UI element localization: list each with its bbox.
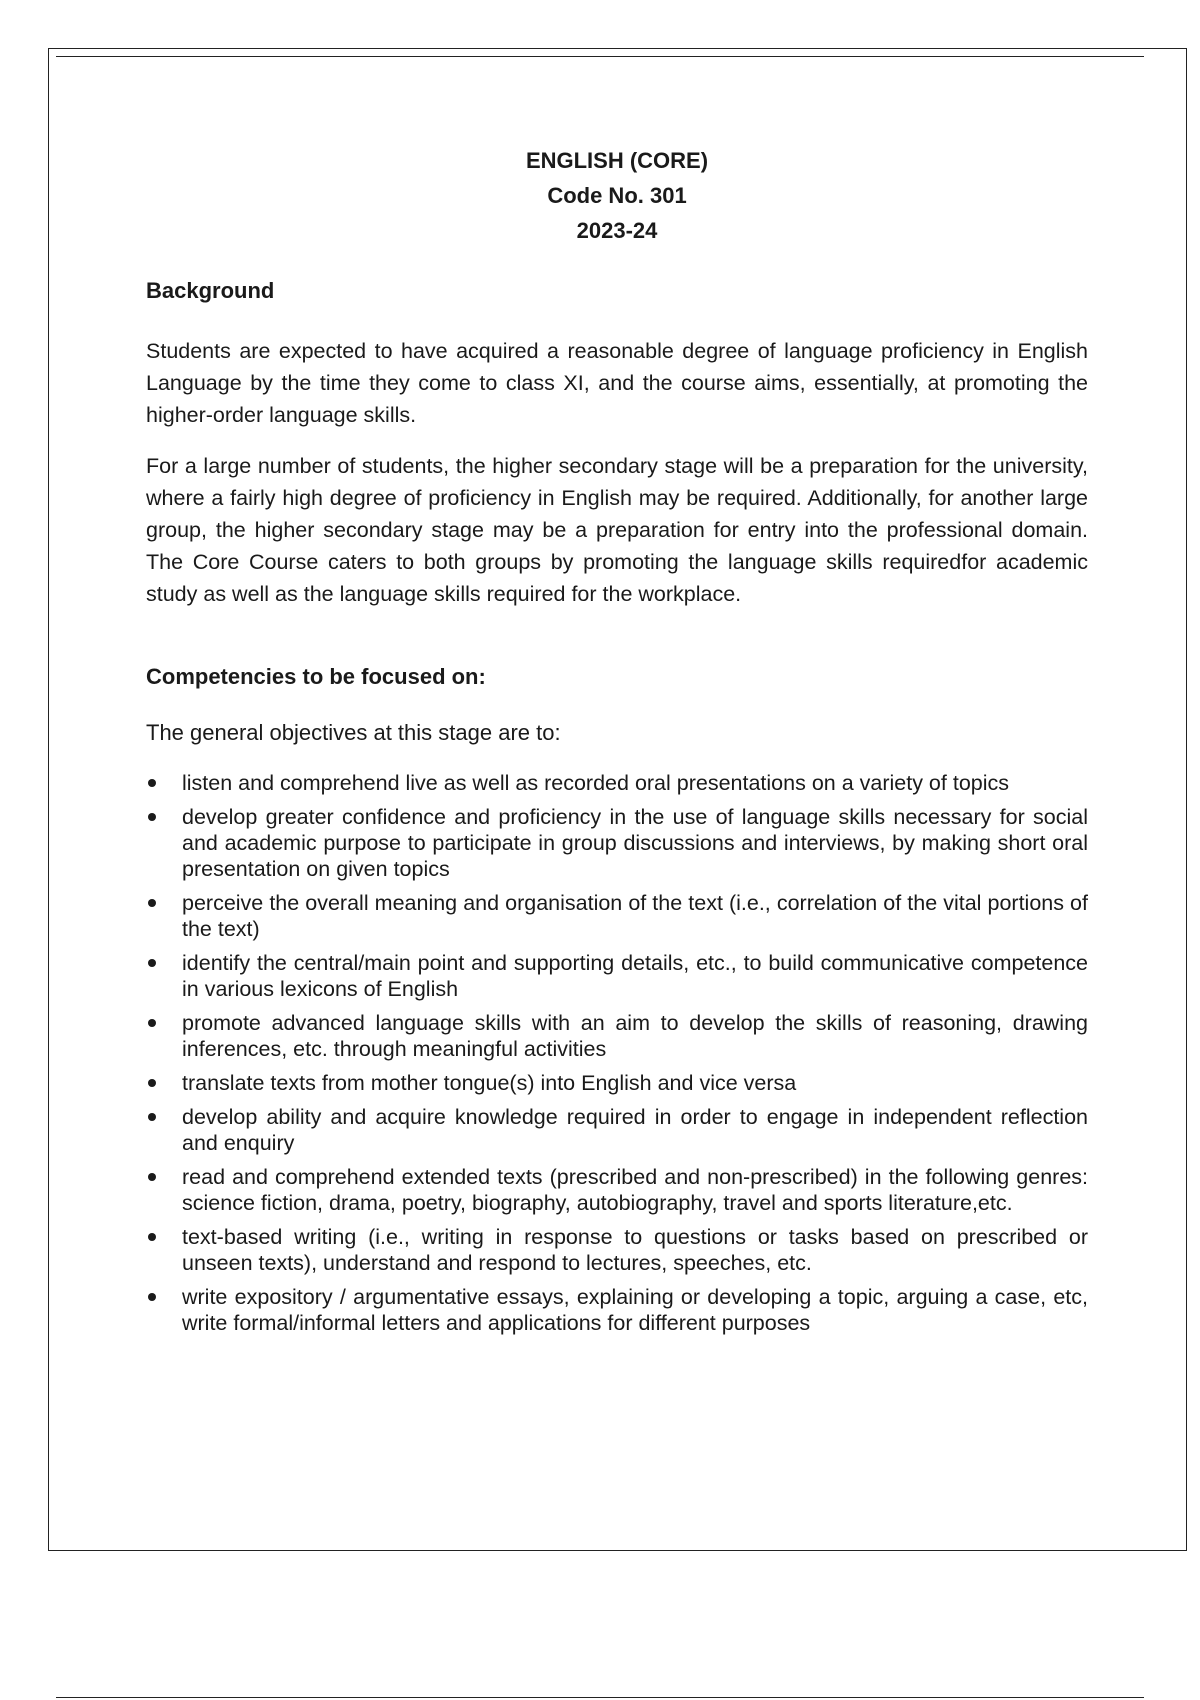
bottom-rule <box>56 1697 1144 1698</box>
list-item: listen and comprehend live as well as recorded oral presentations on a variety of topics <box>146 770 1088 796</box>
bullet-icon <box>148 899 156 907</box>
background-paragraph-1: Students are expected to have acquired a reasonable degree of language proficiency in English Language by the time they come to class XI, and the course aims, essentially, at promoting the higher-order language skills. <box>146 339 1088 427</box>
course-code: Code No. 301 <box>547 183 687 208</box>
list-item: perceive the overall meaning and organisation of the text (i.e., correlation of the vital portions of the text) <box>146 890 1088 942</box>
bullet-icon <box>148 1079 156 1087</box>
bullet-icon <box>148 1173 156 1181</box>
objectives-intro: The general objectives at this stage are to: <box>146 720 561 745</box>
background-paragraph-2: For a large number of students, the higher secondary stage will be a preparation for the university, where a fairly high degree of proficiency in English may be required. Additionally, for another large group, the higher secondary stage may be a preparation for entry into the professional domain. The Core Course caters to both groups by promoting the language skills requiredfor academic study as well as the language skills required for the workplace. <box>146 454 1088 606</box>
bullet-icon <box>148 1293 156 1301</box>
list-item: text-based writing (i.e., writing in response to questions or tasks based on prescribed or unseen texts), understand and respond to lectures, speeches, etc. <box>146 1224 1088 1276</box>
list-item: promote advanced language skills with an aim to develop the skills of reasoning, drawing inferences, etc. through meaningful activities <box>146 1010 1088 1062</box>
bullet-icon <box>148 1113 156 1121</box>
objectives-list <box>146 770 1088 1344</box>
background-heading: Background <box>146 278 275 303</box>
bullet-icon <box>148 1019 156 1027</box>
document-title-block <box>146 143 1088 248</box>
list-item: identify the central/main point and supporting details, etc., to build communicative competence in various lexicons of English <box>146 950 1088 1002</box>
bullet-icon <box>148 779 156 787</box>
list-item: read and comprehend extended texts (prescribed and non-prescribed) in the following genres: science fiction, drama, poetry, biography, autobiography, travel and sports literature,etc. <box>146 1164 1088 1216</box>
bullet-icon <box>148 959 156 967</box>
session-year: 2023-24 <box>576 218 658 243</box>
top-rule <box>56 56 1144 57</box>
list-item: develop greater confidence and proficiency in the use of language skills necessary for social and academic purpose to participate in group discussions and interviews, by making short oral presentation on given topics <box>146 804 1088 882</box>
competencies-heading: Competencies to be focused on: <box>146 664 486 689</box>
list-item: translate texts from mother tongue(s) into English and vice versa <box>146 1070 1088 1096</box>
bullet-icon <box>148 813 156 821</box>
list-item: develop ability and acquire knowledge required in order to engage in independent reflection and enquiry <box>146 1104 1088 1156</box>
subject-title: ENGLISH (CORE) <box>525 148 709 173</box>
bullet-icon <box>148 1233 156 1241</box>
list-item: write expository / argumentative essays, explaining or developing a topic, arguing a case, etc, write formal/informal letters and applications for different purposes <box>146 1284 1088 1336</box>
